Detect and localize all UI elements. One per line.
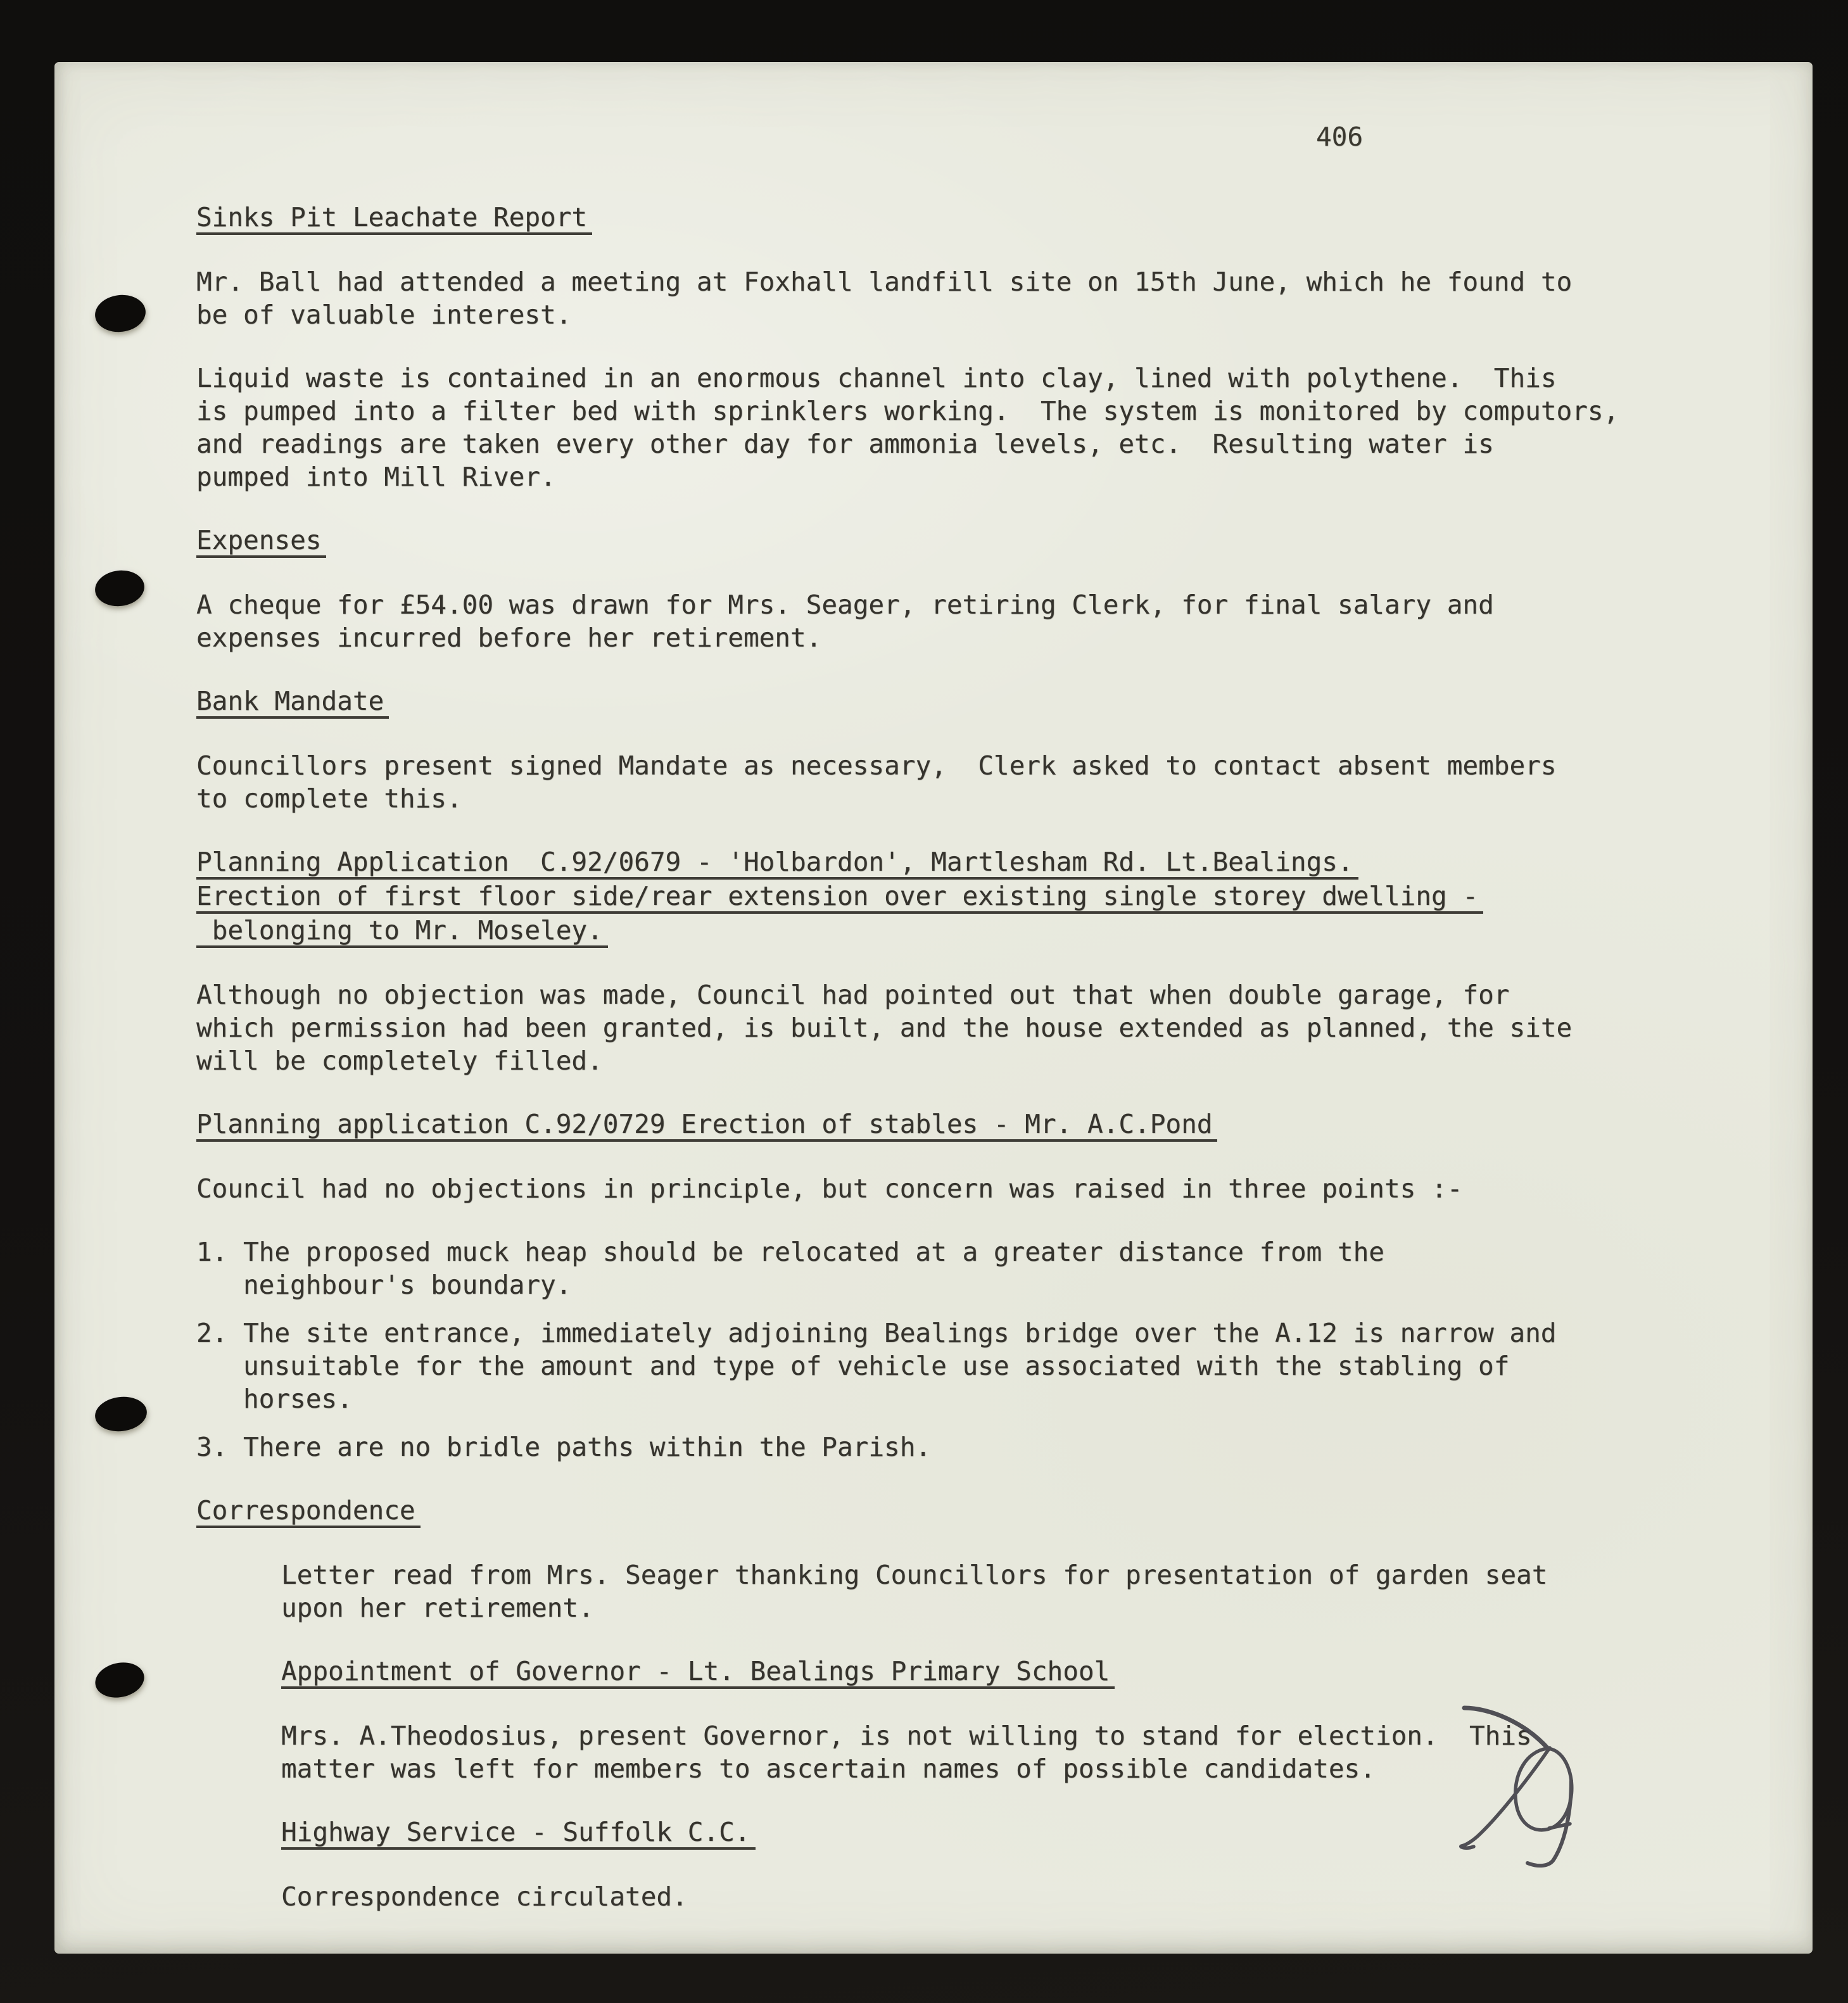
- paragraph-line: which permission had been granted, is built, and the house extended as planned, the site: [196, 1013, 1573, 1043]
- section-heading-planning-0679: [196, 845, 1775, 948]
- heading-text: Bank Mandate: [196, 686, 389, 719]
- section-heading-highway: [281, 1816, 1775, 1850]
- paragraph-line: to complete this.: [196, 783, 462, 814]
- list-item-line: The proposed muck heap should be relocated at a greater distance from the: [243, 1237, 1384, 1267]
- paragraph-line: expenses incurred before her retirement.: [196, 622, 822, 653]
- paragraph-line: matter was left for members to ascertain names of possible candidates.: [281, 1753, 1376, 1784]
- list-item-line: unsuitable for the amount and type of vehicle use associated with the stabling of: [243, 1351, 1510, 1381]
- paragraph-line: Mrs. A.Theodosius, present Governor, is not willing to stand for election. This: [281, 1721, 1532, 1751]
- list-item: [196, 1431, 1775, 1463]
- list-item-line: horses.: [243, 1384, 353, 1414]
- paragraph-garage: [196, 978, 1775, 1077]
- paragraph-cheque: [196, 588, 1775, 654]
- paragraph-line: Councillors present signed Mandate as necessary, Clerk asked to contact absent members: [196, 750, 1557, 781]
- list-item-line: There are no bridle paths within the Parish.: [243, 1432, 932, 1462]
- page-number: 406: [1316, 122, 1364, 152]
- list-item-number: 1.: [196, 1237, 228, 1267]
- document-page: [54, 62, 1813, 1954]
- heading-text: Appointment of Governor - Lt. Bealings Primary School: [281, 1656, 1115, 1689]
- section-heading-sinks-pit: [196, 201, 1775, 235]
- paragraph-line: will be completely filled.: [196, 1046, 603, 1076]
- section-heading-bank-mandate: [196, 685, 1775, 719]
- heading-text: Erection of first floor side/rear extension over existing single storey dwelling -: [196, 881, 1483, 914]
- heading-text: Sinks Pit Leachate Report: [196, 202, 592, 235]
- paragraph-line: pumped into Mill River.: [196, 462, 556, 492]
- paragraph-liquid-waste: [196, 362, 1775, 493]
- list-item-line: The site entrance, immediately adjoining Bealings bridge over the A.12 is narrow and: [243, 1318, 1557, 1348]
- paragraph-line: upon her retirement.: [281, 1593, 594, 1623]
- paragraph-line: Correspondence circulated.: [281, 1881, 688, 1912]
- paragraph-line: is pumped into a filter bed with sprinklers working. The system is monitored by computors,: [196, 396, 1619, 426]
- list-item: [196, 1235, 1775, 1301]
- section-heading-expenses: [196, 524, 1775, 558]
- paragraph-line: be of valuable interest.: [196, 300, 572, 330]
- typewritten-body: [54, 62, 1813, 1954]
- heading-text: Expenses: [196, 525, 326, 558]
- paragraph-ball-meeting: [196, 265, 1775, 331]
- paragraph-line: A cheque for £54.00 was drawn for Mrs. Seager, retiring Clerk, for final salary and: [196, 590, 1494, 620]
- section-heading-governor: [281, 1655, 1775, 1689]
- list-item: [196, 1317, 1775, 1415]
- paragraph-line: Mr. Ball had attended a meeting at Foxhall landfill site on 15th June, which he found to: [196, 267, 1573, 297]
- list-item-line: neighbour's boundary.: [243, 1270, 572, 1300]
- section-heading-planning-0729: [196, 1108, 1775, 1142]
- paragraph-line: Letter read from Mrs. Seager thanking Councillors for presentation of garden seat: [281, 1560, 1548, 1590]
- paragraph-circulated: [281, 1880, 1775, 1913]
- paragraph-line: Liquid waste is contained in an enormous channel into clay, lined with polythene. This: [196, 363, 1557, 393]
- list-item-number: 3.: [196, 1432, 228, 1462]
- list-item-number: 2.: [196, 1318, 228, 1348]
- paragraph-governor: [281, 1719, 1775, 1785]
- paragraph-objections: [196, 1172, 1775, 1205]
- paragraph-mandate: [196, 749, 1775, 815]
- heading-text: Highway Service - Suffolk C.C.: [281, 1817, 756, 1850]
- heading-text: Correspondence: [196, 1495, 421, 1528]
- heading-text: Planning Application C.92/0679 - 'Holbardon', Martlesham Rd. Lt.Bealings.: [196, 847, 1358, 880]
- section-heading-correspondence: [196, 1494, 1775, 1528]
- paragraph-line: Although no objection was made, Council had pointed out that when double garage, for: [196, 980, 1510, 1010]
- heading-text: belonging to Mr. Moseley.: [196, 915, 608, 948]
- paragraph-line: and readings are taken every other day for ammonia levels, etc. Resulting water is: [196, 429, 1494, 459]
- paragraph-line: Council had no objections in principle, but concern was raised in three points :-: [196, 1173, 1463, 1204]
- heading-text: Planning application C.92/0729 Erection of stables - Mr. A.C.Pond: [196, 1109, 1217, 1142]
- paragraph-letter-seager: [281, 1558, 1775, 1624]
